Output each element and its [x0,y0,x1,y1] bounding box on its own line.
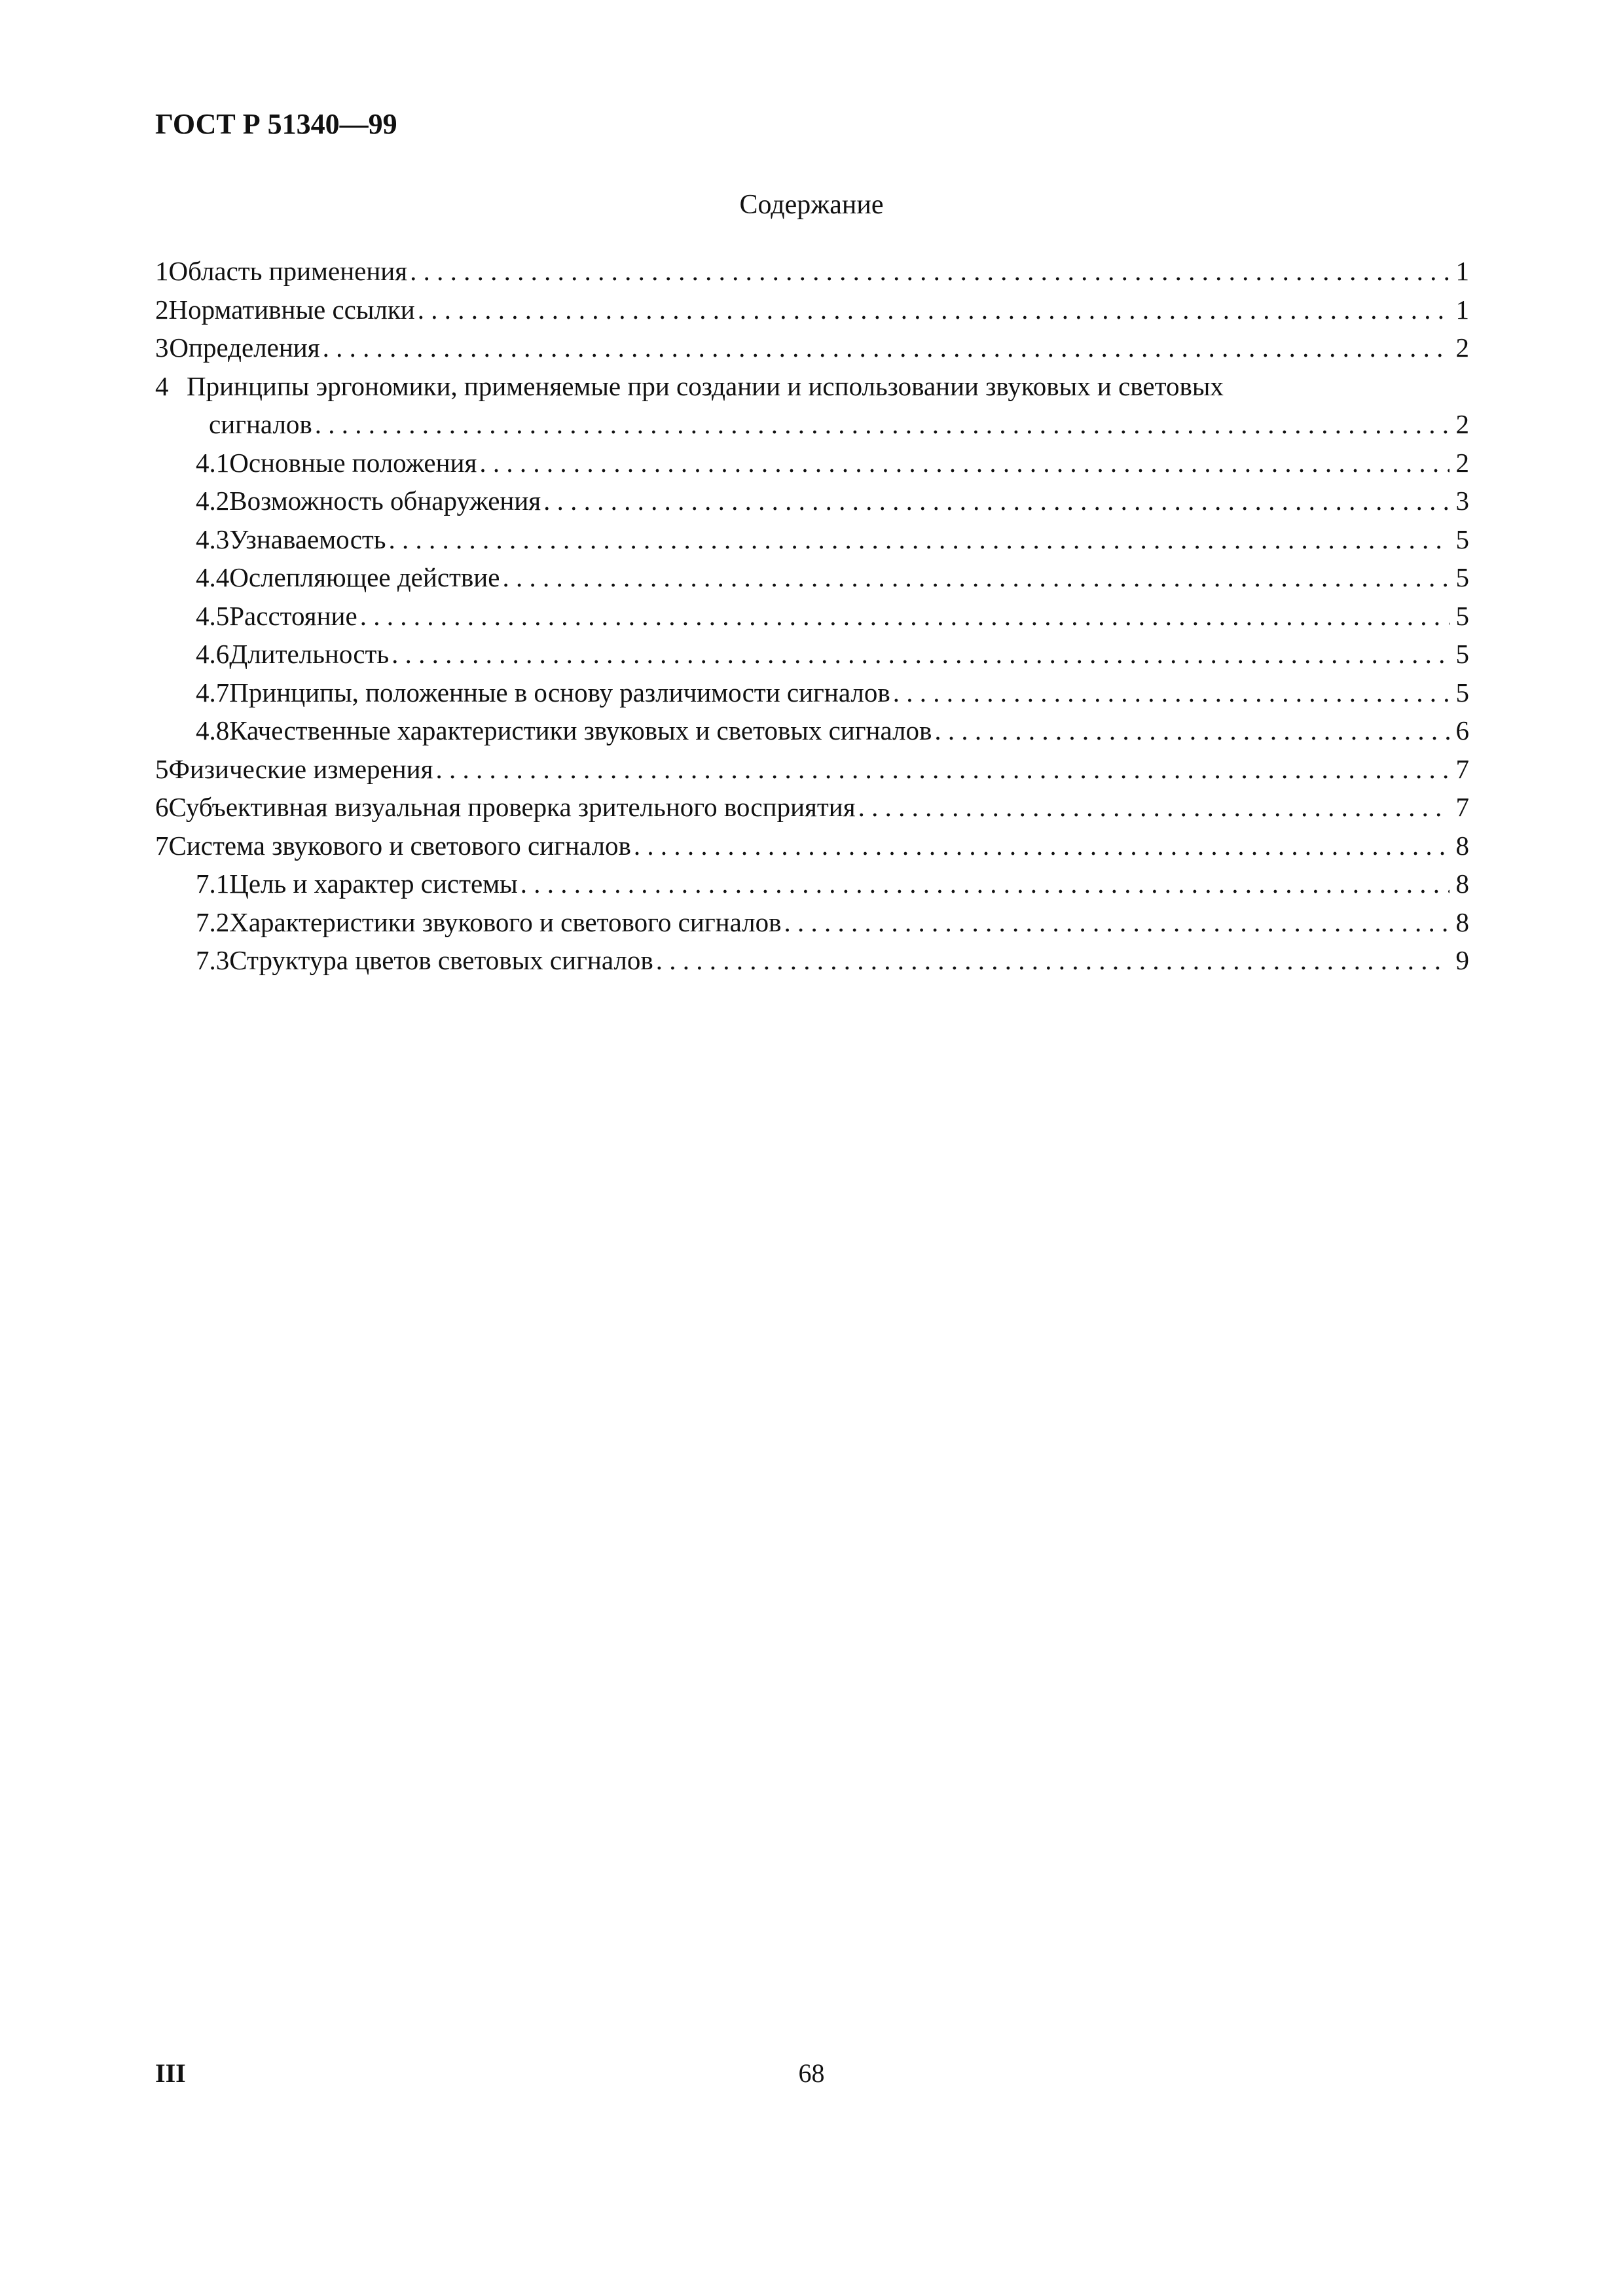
toc-entry-title-continuation: сигналов [209,409,312,439]
toc-entry-title: Цель и характер системы [229,869,518,899]
toc-entry[interactable] [155,252,1469,291]
toc-entry-page: 5 [1455,524,1469,554]
toc-entry-title: Качественные характеристики звуковых и световых сигналов [229,715,932,745]
toc-entry-number: 5 [155,753,169,784]
toc-entry-number: 4.5 [196,600,230,631]
toc-entry-number: 4.1 [196,447,230,478]
toc-entry-title: Принципы эргономики, применяемые при создании и использовании звуковых и световых [187,370,1224,401]
toc-entry-number: 3 [155,332,169,363]
toc-title: Содержание [739,190,884,220]
toc-entry-page: 1 [1455,294,1469,325]
toc-entry-title: Определения [169,332,320,363]
dot-leader [656,941,1450,980]
toc-entry-page: 6 [1455,715,1469,745]
dot-leader [315,405,1450,444]
table-of-contents [155,252,1469,980]
toc-entry-title: Структура цветов световых сигналов [229,945,653,975]
toc-entry-page: 7 [1455,753,1469,784]
dot-leader [389,520,1450,559]
toc-subentry[interactable] [155,635,1469,673]
toc-entry-page: 9 [1455,945,1469,975]
dot-leader [858,788,1450,827]
toc-entry[interactable] [155,367,1469,444]
toc-entry-title: Система звукового и светового сигналов [168,830,631,861]
toc-entry-title: Принципы, положенные в основу различимости сигналов [229,677,890,708]
roman-page-number: III [155,2058,186,2088]
toc-entry-page: 5 [1455,639,1469,669]
dot-leader [360,597,1450,636]
dot-leader [323,329,1450,367]
toc-entry-page: 8 [1455,830,1469,861]
toc-subentry[interactable] [155,444,1469,482]
dot-leader [435,750,1450,789]
toc-entry-page: 5 [1455,562,1469,592]
toc-entry-page: 5 [1455,677,1469,708]
toc-entry-number: 2 [155,294,169,325]
dot-leader [634,827,1450,865]
toc-entry[interactable] [155,827,1469,865]
toc-subentry[interactable] [155,597,1469,636]
toc-entry-title: Характеристики звукового и светового сигналов [229,906,782,937]
toc-entry-number: 4.6 [196,639,230,669]
dot-leader [934,711,1450,750]
toc-entry-title: Субъективная визуальная проверка зрительного восприятия [168,792,856,822]
toc-entry-number: 7.1 [196,869,230,899]
toc-entry-title: Узнаваемость [229,524,386,554]
toc-entry-page: 1 [1455,256,1469,286]
toc-entry-page: 7 [1455,792,1469,822]
toc-entry-number: 4.2 [196,486,230,516]
toc-subentry[interactable] [155,673,1469,712]
toc-entry-title: Область применения [168,256,408,286]
dot-leader [418,291,1450,329]
dot-leader [893,673,1450,712]
toc-entry-number: 4.7 [196,677,230,708]
toc-subentry[interactable] [155,482,1469,520]
toc-entry-title: Длительность [229,639,390,669]
document-code: ГОСТ Р 51340—99 [155,108,397,140]
toc-entry-number: 4 [155,370,169,401]
toc-subentry[interactable] [155,865,1469,903]
toc-entry-title: Основные положения [229,447,477,478]
toc-entry-page: 2 [1455,409,1469,439]
toc-entry-page: 8 [1455,906,1469,937]
toc-entry-number: 4.3 [196,524,230,554]
toc-subentry[interactable] [155,941,1469,980]
toc-entry-title: Расстояние [229,600,357,631]
dot-leader [520,865,1450,903]
toc-entry-title: Возможность обнаружения [229,486,541,516]
toc-entry-title: Ослепляющее действие [229,562,500,592]
toc-entry-page: 8 [1455,869,1469,899]
page-number: 68 [798,2058,825,2088]
toc-entry-number: 7.2 [196,906,230,937]
toc-entry-number: 4.8 [196,715,230,745]
dot-leader [479,444,1450,482]
toc-entry-number: 6 [155,792,169,822]
dot-leader [410,252,1450,291]
dot-leader [543,482,1450,520]
toc-entry-number: 7 [155,830,169,861]
toc-subentry[interactable] [155,558,1469,597]
toc-entry-number: 7.3 [196,945,230,975]
toc-entry-page: 5 [1455,600,1469,631]
toc-entry-page: 2 [1455,447,1469,478]
toc-entry-number: 1 [155,256,169,286]
toc-entry-title: Нормативные ссылки [168,294,415,325]
toc-entry[interactable] [155,291,1469,329]
toc-entry-page: 3 [1455,486,1469,516]
toc-entry-title: Физические измерения [168,753,433,784]
toc-entry[interactable] [155,788,1469,827]
toc-subentry[interactable] [155,520,1469,559]
dot-leader [502,558,1450,597]
toc-subentry[interactable] [155,903,1469,942]
toc-subentry[interactable] [155,711,1469,750]
toc-entry[interactable] [155,329,1469,367]
dot-leader [784,903,1450,942]
toc-entry[interactable] [155,750,1469,789]
toc-entry-page: 2 [1455,332,1469,363]
dot-leader [392,635,1450,673]
toc-entry-number: 4.4 [196,562,230,592]
